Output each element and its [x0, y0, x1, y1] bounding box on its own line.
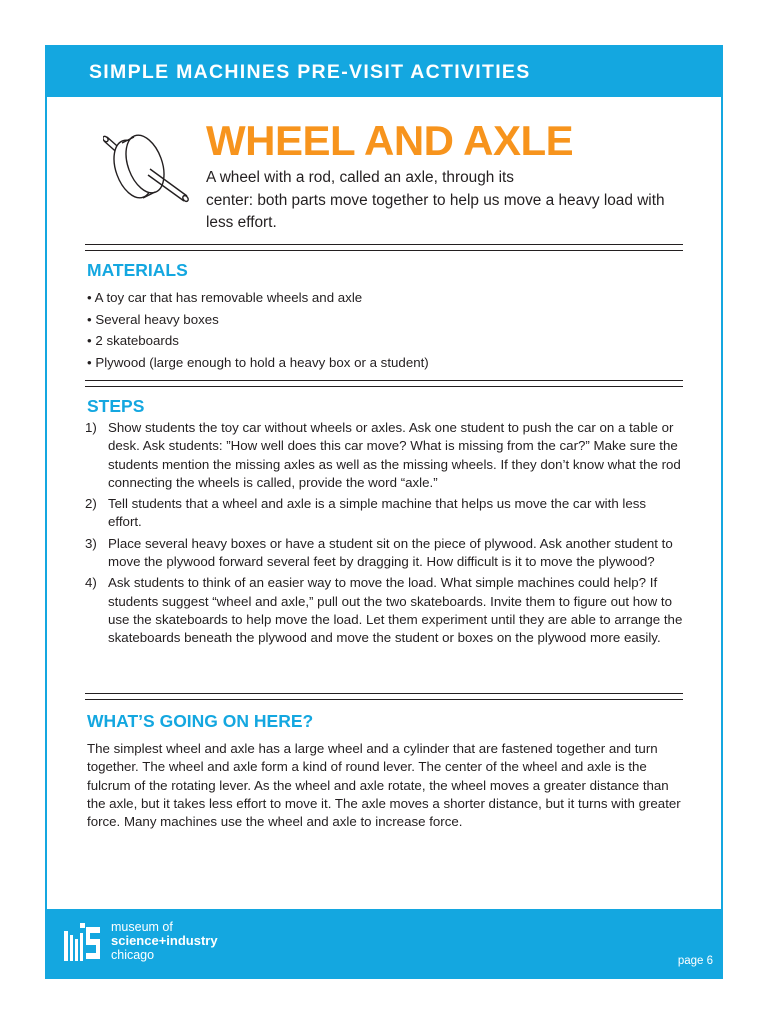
step-number: 4) [85, 575, 97, 591]
header-bar [47, 47, 721, 97]
logo-line-3: chicago [111, 948, 155, 962]
whats-going-on-heading: WHAT’S GOING ON HERE? [87, 711, 314, 731]
section-divider [85, 380, 683, 387]
footer-bar [47, 909, 721, 977]
list-item [85, 419, 683, 492]
header-title: SIMPLE MACHINES PRE-VISIT ACTIVITIES [89, 61, 531, 83]
step-text: Ask students to think of an easier way to move the load. What simple machines could help? If students suggest “wheel and axle,” pull out the two skateboards. Invite them to figure out how to use the skateboards to help move the load. Let them experiment until they are able to arrange the skateboards beneath the plywood and move the student or boxes on the plywood more easily. [108, 575, 683, 646]
list-item: • 2 skateboards [87, 333, 179, 348]
explanation-text: The simplest wheel and axle has a large wheel and a cylinder that are fastened together and turn together. The wheel and axle form a kind of round lever. The center of the wheel and axle is the fulcrum of the rotating lever. As the wheel and axle rotate, the wheel moves a greater distance than the axle, but it takes less effort to move it. The axle moves a shorter distance, but it turns with greater force. Many machines use the wheel and axle to increase force. [87, 741, 681, 830]
museum-logo-text [111, 920, 218, 962]
page-title: WHEEL AND AXLE [206, 117, 574, 164]
list-item [85, 495, 683, 532]
step-number: 2) [85, 496, 97, 512]
list-item: • Plywood (large enough to hold a heavy box or a student) [87, 354, 429, 370]
step-number: 1) [85, 420, 97, 435]
step-text: Show students the toy car without wheels or axles. Ask one student to push the car on a table or desk. Ask students: ”How well does this car move? What is missing from the car?” Make sure the students mention the missing axles as well as the missing wheels. If they don’t know what the rod connecting the wheels is called, provide the word “axle.” [108, 420, 681, 490]
list-item [85, 574, 683, 647]
intro-line-1: A wheel with a rod, called an axle, through its [206, 169, 514, 186]
step-text: Place several heavy boxes or have a student sit on the piece of plywood. Ask another student to move the plywood forward several feet by dragging it. How difficult is it to move the plywood? [108, 535, 673, 570]
section-divider [85, 693, 683, 700]
step-number: 3) [85, 535, 97, 551]
steps-list [85, 419, 683, 651]
page-frame [45, 45, 723, 979]
step-text: Tell students that a wheel and axle is a simple machine that helps us move the car with less effort. [108, 496, 647, 530]
list-item [85, 535, 683, 572]
materials-heading: MATERIALS [87, 260, 188, 280]
intro-text [206, 167, 686, 235]
list-item: • A toy car that has removable wheels and axle [87, 290, 363, 305]
logo-line-2: science+industry [111, 933, 218, 948]
intro-line-2: center: both parts move together to help us move a heavy load with less effort. [206, 191, 665, 231]
materials-list [87, 287, 429, 373]
list-item: • Several heavy boxes [87, 311, 219, 327]
wheel-and-axle-icon [103, 129, 193, 209]
section-divider [85, 244, 683, 251]
logo-line-1: museum of [111, 920, 173, 934]
steps-heading: STEPS [87, 396, 145, 416]
page-number: page 6 [677, 955, 713, 967]
msi-logo-icon [62, 921, 104, 965]
